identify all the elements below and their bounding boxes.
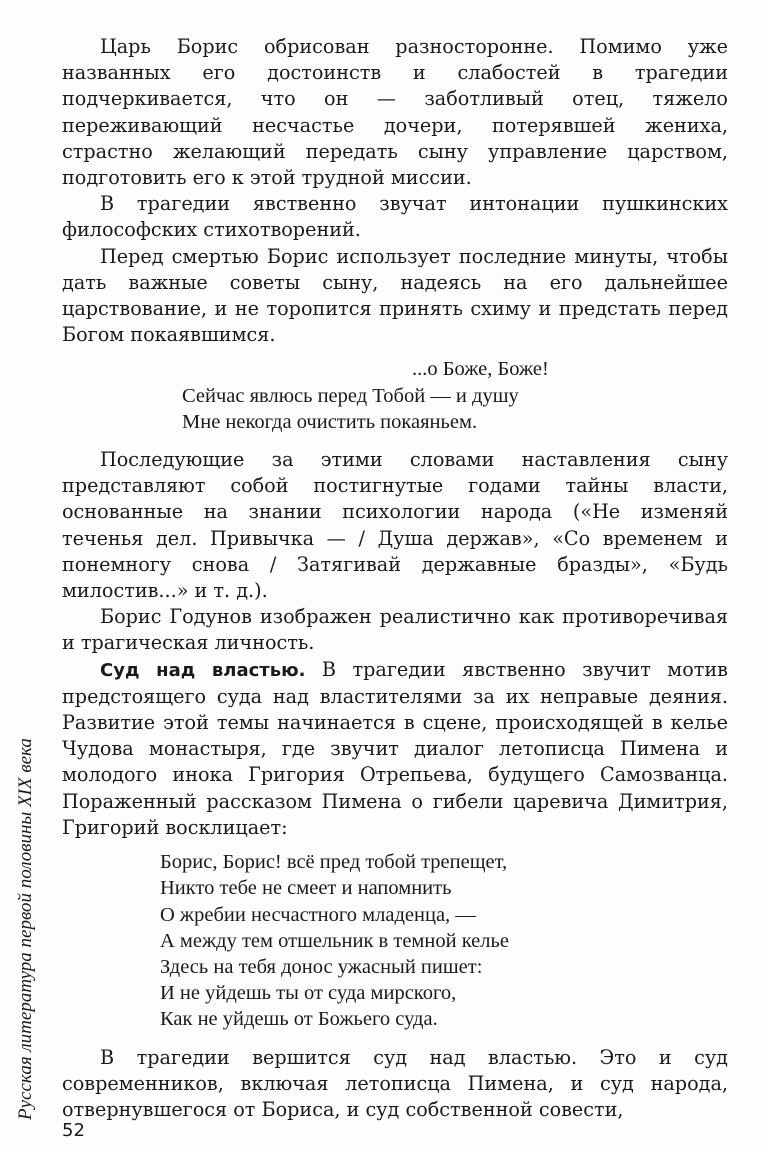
verse-line: О жребии несчастного младенца, — bbox=[160, 903, 476, 926]
verse-line: Никто тебе не смеет и напомнить bbox=[160, 877, 452, 900]
paragraph: Перед смертью Борис использует последние минуты, чтобы дать важные советы сыну, надеясь на его дальнейшее царствование, и не торопится принять схиму и предстать перед Богом покаявшимся. bbox=[62, 244, 728, 347]
paragraph: Царь Борис обрисован разносторонне. Помимо уже названных его достоинств и слабостей в трагедии подчеркивается, что он — заботливый отец, тяжело переживающий несчастье дочери, потерявшей жениха, страстно желающий передать сыну управление царством, подготовить его к этой трудной миссии. bbox=[62, 35, 728, 190]
section-lead-heading: Суд над властью. bbox=[100, 659, 306, 681]
verse-line: ...о Боже, Боже! bbox=[412, 358, 549, 381]
verse-line: Борис, Борис! всё пред тобой трепещет, bbox=[160, 851, 508, 874]
paragraph: Борис Годунов изображен реалистично как противоречивая и трагическая личность. bbox=[62, 605, 728, 655]
verse-line: Мне некогда очистить покаяньем. bbox=[182, 410, 478, 433]
verse-line: А между тем отшельник в темной келье bbox=[160, 929, 509, 952]
paragraph: В трагедии явственно звучат интонации пушкинских философских стихотворений. bbox=[62, 192, 728, 242]
verse-line: Как не уйдешь от Божьего суда. bbox=[160, 1008, 438, 1031]
page-number: 52 bbox=[62, 1120, 85, 1141]
running-head: Русская литература первой половины XIX века bbox=[15, 738, 36, 1120]
verse-line: И не уйдешь ты от суда мирского, bbox=[160, 982, 457, 1005]
main-text bbox=[62, 34, 728, 1123]
verse-quote-grigory bbox=[62, 849, 728, 1032]
verse-line: Здесь на тебя донос ужасный пишет: bbox=[160, 955, 483, 978]
paragraph: Последующие за этими словами наставления сыну представляют собой постигнутые годами тайны власти, основанные на знании психологии народа («Не изменяй теченья дел. Привычка — / Душа держав», «Со временем и понемногу снова / Затягивай державные бразды», «Будь милостив...» и т. д.). bbox=[62, 448, 728, 603]
paragraph-text: В трагедии явственно звучит мотив предстоящего суда над властителями за их неправые деяния. Развитие этой темы начинается в сцене, происходящей в келье Чудова монастыря, где звучит диалог летописца Пимена и молодого инока Григория Отрепьева, будущего Самозванца. Пораженный рассказом Пимена о гибели царевича Димитрия, Григорий восклицает: bbox=[62, 657, 728, 839]
verse-line: Сейчас явлюсь перед Тобой — и душу bbox=[182, 384, 519, 407]
paragraph: В трагедии вершится суд над властью. Это и суд современников, включая летописца Пимена, и суд народа, отвернувшегося от Бориса, и суд собственной совести, bbox=[62, 1045, 728, 1121]
verse-quote-boris bbox=[62, 356, 728, 435]
paragraph-court bbox=[62, 657, 728, 841]
